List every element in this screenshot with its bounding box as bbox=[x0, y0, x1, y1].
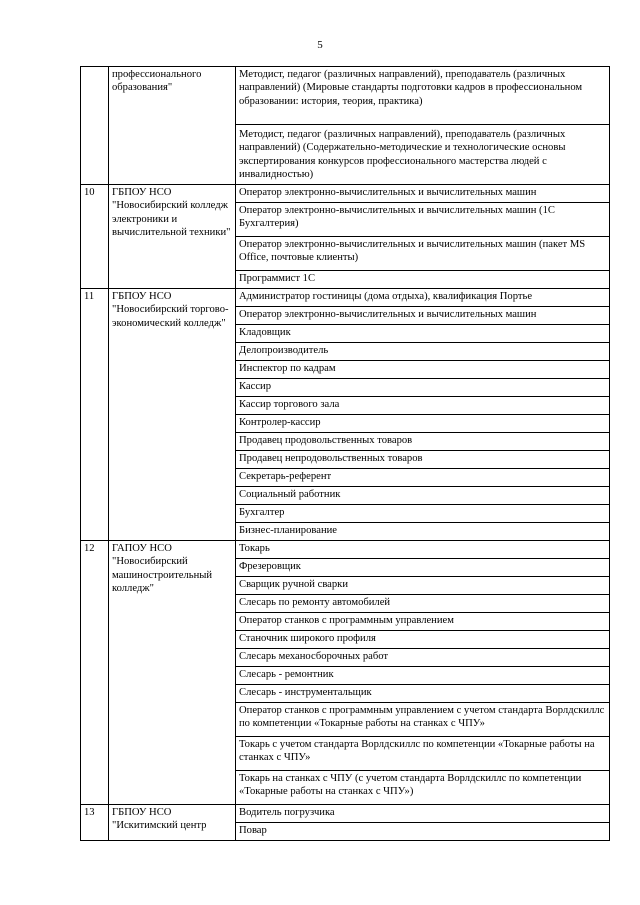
program-name: Кладовщик bbox=[236, 325, 610, 343]
program-name: Программист 1С bbox=[236, 271, 610, 289]
row-number: 11 bbox=[81, 289, 109, 541]
program-name: Делопроизводитель bbox=[236, 343, 610, 361]
program-name: Слесарь - ремонтник bbox=[236, 667, 610, 685]
program-name: Кассир bbox=[236, 379, 610, 397]
program-name: Секретарь-референт bbox=[236, 469, 610, 487]
program-name: Слесарь - инструментальщик bbox=[236, 685, 610, 703]
program-name: Методист, педагог (различных направлений), преподаватель (различных направлений) (Содержательно-методические и технологические основы экспертирования конкурсов профессионального мастерства людей с инвалидностью) bbox=[236, 125, 610, 185]
program-name: Токарь bbox=[236, 541, 610, 559]
program-name: Социальный работник bbox=[236, 487, 610, 505]
programs-table bbox=[80, 66, 610, 841]
table-row bbox=[81, 289, 610, 307]
program-name: Методист, педагог (различных направлений), преподаватель (различных направлений) (Мировые стандарты подготовки кадров в профессиональном образовании: история, теория, практика) bbox=[236, 67, 610, 125]
program-name: Администратор гостиницы (дома отдыха), квалификация Портье bbox=[236, 289, 610, 307]
page-number: 5 bbox=[317, 39, 323, 51]
program-name: Токарь с учетом стандарта Ворлдскиллс по компетенции «Токарные работы на станках с ЧПУ» bbox=[236, 737, 610, 771]
program-name: Водитель погрузчика bbox=[236, 805, 610, 823]
row-number: 13 bbox=[81, 805, 109, 841]
row-number: 10 bbox=[81, 185, 109, 289]
program-name: Оператор электронно-вычислительных и вычислительных машин (пакет MS Office, почтовые клиенты) bbox=[236, 237, 610, 271]
table-row bbox=[81, 541, 610, 559]
program-name: Продавец непродовольственных товаров bbox=[236, 451, 610, 469]
row-number bbox=[81, 67, 109, 185]
table-row bbox=[81, 185, 610, 203]
program-name: Кассир торгового зала bbox=[236, 397, 610, 415]
program-name: Оператор электронно-вычислительных и вычислительных машин bbox=[236, 307, 610, 325]
program-name: Токарь на станках с ЧПУ (с учетом стандарта Ворлдскиллс по компетенции «Токарные работы на станках с ЧПУ») bbox=[236, 771, 610, 805]
table-row bbox=[81, 67, 610, 125]
program-name: Бизнес-планирование bbox=[236, 523, 610, 541]
organization-name: ГАПОУ НСО "Новосибирский машиностроительный колледж" bbox=[109, 541, 236, 805]
program-name: Оператор станков с программным управлением bbox=[236, 613, 610, 631]
program-name: Оператор станков с программным управлением с учетом стандарта Ворлдскиллс по компетенции «Токарные работы на станках с ЧПУ» bbox=[236, 703, 610, 737]
program-name: Контролер-кассир bbox=[236, 415, 610, 433]
program-name: Инспектор по кадрам bbox=[236, 361, 610, 379]
organization-name: ГБПОУ НСО "Новосибирский торгово-экономический колледж" bbox=[109, 289, 236, 541]
program-name: Оператор электронно-вычислительных и вычислительных машин bbox=[236, 185, 610, 203]
organization-name: ГБПОУ НСО "Искитимский центр bbox=[109, 805, 236, 841]
organization-name: ГБПОУ НСО "Новосибирский колледж электроники и вычислительной техники" bbox=[109, 185, 236, 289]
program-name: Слесарь по ремонту автомобилей bbox=[236, 595, 610, 613]
table-row bbox=[81, 805, 610, 823]
program-name: Повар bbox=[236, 823, 610, 841]
program-name: Слесарь механосборочных работ bbox=[236, 649, 610, 667]
program-name: Продавец продовольственных товаров bbox=[236, 433, 610, 451]
program-name: Бухгалтер bbox=[236, 505, 610, 523]
program-name: Оператор электронно-вычислительных и вычислительных машин (1С Бухгалтерия) bbox=[236, 203, 610, 237]
program-name: Фрезеровщик bbox=[236, 559, 610, 577]
organization-name: профессионального образования" bbox=[109, 67, 236, 185]
program-name: Сварщик ручной сварки bbox=[236, 577, 610, 595]
row-number: 12 bbox=[81, 541, 109, 805]
program-name: Станочник широкого профиля bbox=[236, 631, 610, 649]
